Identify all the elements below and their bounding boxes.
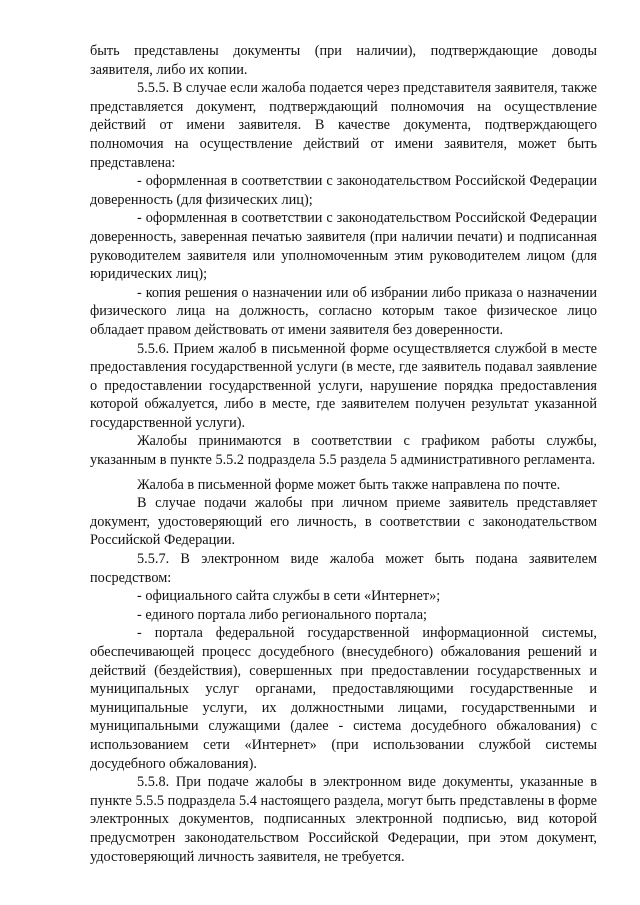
list-item-official-site: - официального сайта службы в сети «Интернет»; [137, 588, 441, 605]
paragraph-5-5-7: 5.5.7. В электронном виде жалоба может быть подана заявителем посредством: [90, 551, 597, 586]
list-item-individual-power-of-attorney: - оформленная в соответствии с законодательством Российской Федерации доверенность (для физических лиц); [90, 173, 597, 208]
paragraph-5-5-5: 5.5.5. В случае если жалоба подается через представителя заявителя, также представляется документ, подтверждающий полномочия на осуществление действий от имени заявителя. В качестве документа, подтверждающего полномочия на осуществление действий от имени заявителя, может быть представлена: [90, 80, 597, 171]
list-item-appointment-decision: - копия решения о назначении или об избрании либо приказа о назначении физического лица на должность, согласно которым такое физическое лицо обладает правом действовать от имени заявителя без доверенности. [90, 284, 597, 338]
list-item-legal-entity-power-of-attorney: - оформленная в соответствии с законодательством Российской Федерации доверенность, заверенная печатью заявителя (при наличии печати) и подписанная руководителем заявителя или уполномоченным этим руководителем лицом (для юридических лиц); [90, 210, 597, 283]
paragraph-by-mail: Жалоба в письменной форме может быть также направлена по почте. [137, 476, 561, 493]
paragraph-5-5-6: 5.5.6. Прием жалоб в письменной форме осуществляется службой в месте предоставления государственной услуги (в месте, где заявитель подавал заявление о предоставлении государственной услуги, нарушение порядка предоставления которой обжалуется, либо в месте, где заявителем получен результат указанной государственной услуги). [90, 340, 597, 431]
paragraph-5-5-8: 5.5.8. При подаче жалобы в электронном виде документы, указанные в пункте 5.5.5 подраздела 5.4 настоящего раздела, могут быть представлены в форме электронных документов, подписанных электронной подписью, вид которой предусмотрен законодательством Российской Федерации, при этом документ, удостоверяющий личность заявителя, не требуется. [90, 774, 597, 865]
list-item-unified-portal: - единого портала либо регионального портала; [137, 606, 428, 623]
list-item-federal-system-portal: - портала федеральной государственной информационной системы, обеспечивающей процесс досудебного (внесудебного) обжалования решений и действий (бездействия), совершенных при предоставлении государственных и муниципальных услуг органами, предоставляющими государственные и муниципальные услуги, их должностными лицами, государственными и муниципальными служащими (далее - система досудебного обжалования) с использованием сети «Интернет» (при использовании службой системы досудебного обжалования). [90, 625, 597, 772]
paragraph-personal-reception: В случае подачи жалобы при личном приеме заявитель представляет документ, удостоверяющий его личность, в соответствии с законодательством Российской Федерации. [90, 495, 597, 549]
paragraph-continuation: быть представлены документы (при наличии), подтверждающие доводы заявителя, либо их копии. [90, 43, 597, 78]
document-page [90, 42, 597, 866]
paragraph-schedule: Жалобы принимаются в соответствии с графиком работы службы, указанным в пункте 5.5.2 подраздела 5.5 раздела 5 административного регламента. [90, 433, 597, 469]
